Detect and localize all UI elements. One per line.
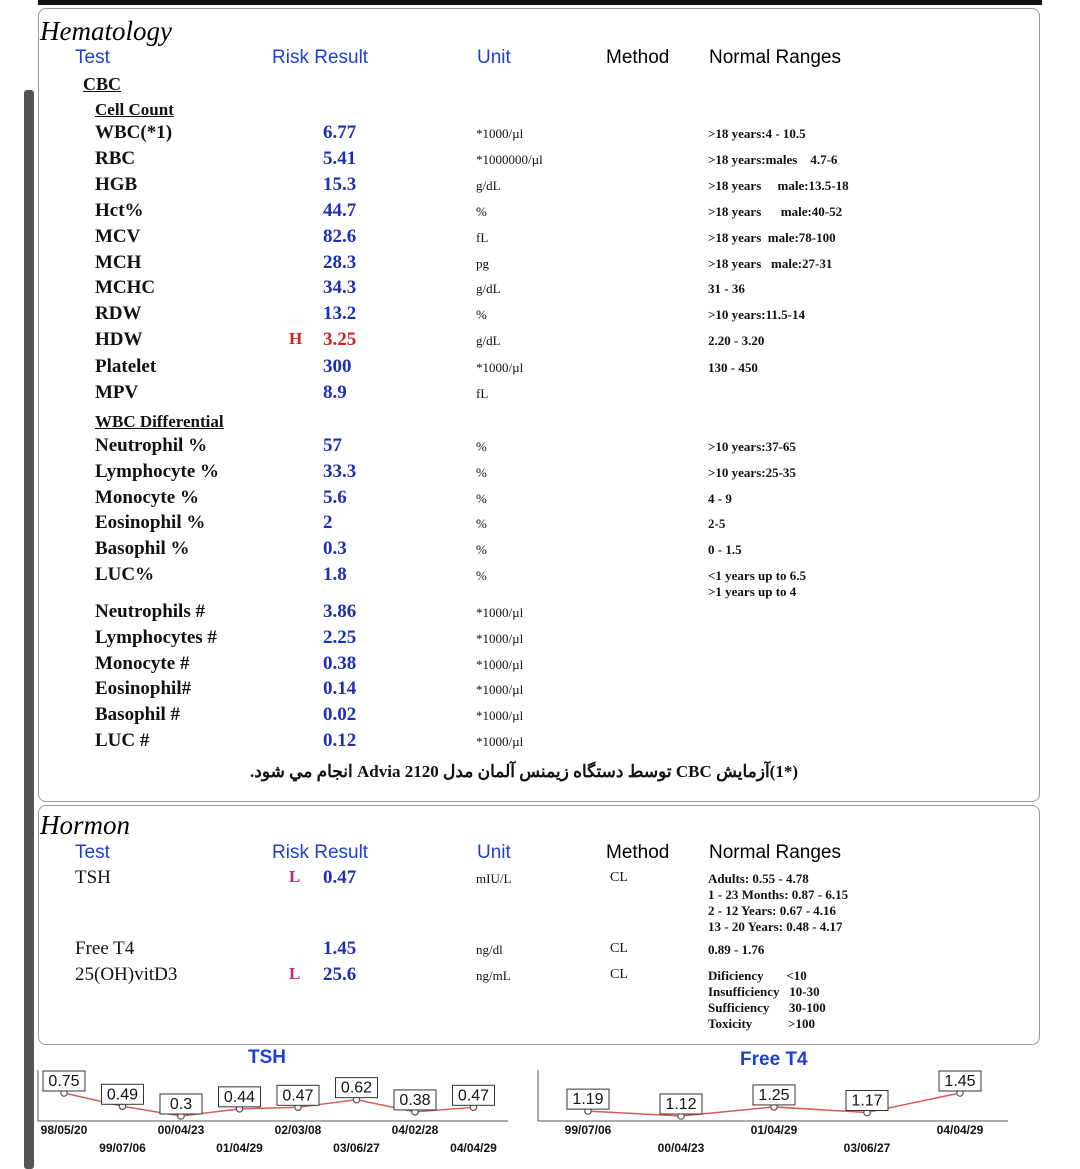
value-label: 1.25 [758, 1086, 790, 1104]
value-label: 0.49 [106, 1086, 139, 1104]
hormon-col-ranges-header: Normal Ranges [709, 842, 841, 863]
col-unit-header: Unit [477, 47, 511, 68]
result-value: 6.77 [323, 122, 357, 143]
test-name: Hct% [95, 200, 144, 221]
value-label: 0.47 [457, 1087, 490, 1105]
test-row [0, 867, 1080, 934]
tick-label: 04/04/29 [936, 1123, 984, 1137]
result-value: 57 [323, 435, 342, 456]
test-row [0, 200, 1080, 226]
test-row [0, 730, 1080, 756]
result-value: 15.3 [323, 174, 357, 195]
normal-range: >18 years male:40-52 [708, 204, 843, 219]
hormon-col-unit-header: Unit [477, 842, 511, 863]
result-value: 1.8 [323, 564, 347, 585]
result-value: 0.14 [323, 678, 357, 700]
test-name: TSH [75, 867, 111, 888]
normal-range: 2-5 [708, 516, 726, 532]
test-name: HDW [95, 329, 143, 350]
test-row [0, 964, 1080, 1031]
normal-range: 4 - 9 [708, 490, 732, 506]
tick-label: 03/06/27 [843, 1141, 891, 1155]
test-name: MCV [95, 226, 141, 247]
test-row [0, 174, 1080, 200]
unit-text: g/dL [476, 178, 501, 193]
risk-flag: L [289, 964, 301, 983]
result-value: 2.25 [323, 626, 357, 648]
tick-label: 04/04/29 [450, 1141, 497, 1155]
test-row [0, 678, 1080, 704]
result-value: 0.3 [323, 538, 347, 560]
test-row [0, 938, 1080, 964]
tick-label: 01/04/29 [216, 1141, 263, 1155]
test-row [0, 303, 1080, 329]
result-value: 33.3 [323, 460, 357, 482]
normal-range: 0 - 1.5 [708, 542, 742, 558]
wbc-differential-label: WBC Differential [95, 412, 224, 431]
normal-range: >18 years male:13.5-18 [708, 178, 849, 193]
test-name: Eosinophil % [95, 512, 206, 534]
unit-text: *1000/µl [476, 360, 524, 375]
method-text: CL [610, 870, 628, 885]
normal-range: >18 years male:27-31 [708, 256, 833, 271]
test-name: Eosinophil# [95, 678, 192, 700]
col-test-header: Test [75, 47, 110, 68]
unit-text: *1000/µl [476, 605, 524, 620]
unit-text: fL [476, 230, 489, 245]
normal-range: >10 years:11.5-14 [708, 307, 805, 322]
value-label: 0.44 [223, 1088, 256, 1106]
cbc-label: CBC [83, 74, 122, 94]
tsh-chart-title: TSH [248, 1047, 286, 1068]
test-name: Neutrophils # [95, 601, 205, 622]
unit-text: % [476, 490, 487, 506]
test-row [0, 627, 1080, 653]
test-row [0, 487, 1080, 513]
unit-text: *1000/µl [476, 126, 524, 141]
result-value: 1.45 [323, 938, 357, 959]
normal-range: 0.89 - 1.76 [708, 942, 765, 957]
test-name: LUC # [95, 730, 150, 751]
result-value: 0.47 [323, 867, 357, 888]
tick-label: 01/04/29 [750, 1123, 798, 1137]
test-name: Free T4 [75, 938, 135, 959]
hematology-title: Hematology [40, 16, 172, 46]
unit-text: % [476, 542, 487, 558]
test-name: Monocyte % [95, 486, 199, 508]
test-row [0, 538, 1080, 564]
value-label: 0.38 [399, 1091, 431, 1109]
normal-range: 2.20 - 3.20 [708, 333, 765, 348]
result-value: 0.38 [323, 652, 357, 674]
normal-range: 130 - 450 [708, 360, 758, 375]
value-label: 0.62 [340, 1079, 373, 1097]
result-value: 8.9 [323, 382, 347, 403]
value-label: 0.47 [282, 1087, 314, 1105]
result-value: 3.86 [323, 601, 357, 622]
tick-label: 98/05/20 [40, 1123, 88, 1137]
hormon-col-test-header: Test [75, 842, 110, 863]
col-risk-header: Risk Result [272, 47, 369, 68]
test-row [0, 329, 1080, 355]
unit-text: *1000000/µl [476, 152, 543, 167]
unit-text: % [476, 568, 487, 583]
top-rule [38, 0, 1042, 5]
tick-label: 02/03/08 [274, 1123, 322, 1137]
test-row [0, 461, 1080, 487]
value-label: 1.19 [572, 1091, 604, 1109]
unit-text: % [476, 439, 487, 454]
test-name: Monocyte # [95, 652, 190, 674]
tick-label: 03/06/27 [333, 1141, 380, 1155]
test-name: Platelet [95, 356, 157, 377]
result-value: 34.3 [323, 277, 357, 298]
test-row [0, 356, 1080, 382]
hormon-col-method-header: Method [606, 842, 670, 863]
test-row [0, 382, 1080, 408]
result-value: 3.25 [323, 329, 357, 350]
unit-text: % [476, 307, 487, 322]
normal-range: Adults: 0.55 - 4.78 1 - 23 Months: 0.87 - 6.15 2 - 12 Years: 0.67 - 4.16 13 - 20 Years: 0.48 - 4.17 [708, 871, 849, 934]
method-text: CL [610, 941, 628, 956]
normal-range: <1 years up to 6.5 >1 years up to 4 [708, 568, 807, 599]
test-row [0, 226, 1080, 252]
result-value: 44.7 [323, 200, 357, 221]
hormon-col-risk-header: Risk Result [272, 842, 369, 863]
test-name: 25(OH)vitD3 [75, 964, 178, 985]
value-label: 0.3 [169, 1096, 193, 1113]
unit-text: g/dL [476, 281, 501, 296]
test-name: MCHC [95, 277, 156, 298]
result-value: 28.3 [323, 252, 357, 273]
unit-text: g/dL [476, 333, 501, 348]
test-name: Lymphocyte % [95, 460, 220, 482]
tick-label: 99/07/06 [99, 1141, 146, 1155]
hormon-panel [38, 805, 1040, 1045]
method-text: CL [610, 967, 628, 982]
test-name: MCH [95, 252, 142, 273]
unit-text: *1000/µl [476, 630, 524, 646]
value-label: 1.17 [851, 1092, 883, 1110]
normal-range: >10 years:25-35 [708, 464, 796, 480]
test-row [0, 704, 1080, 730]
normal-range: >18 years:males 4.7-6 [708, 152, 838, 167]
unit-text: % [476, 464, 487, 480]
tsh-trend-chart [30, 1068, 510, 1163]
cbc-footnote: (*1)آزمايش CBC توسط دستگاه زيمنس آلمان مدل Advia 2120 انجام مي شود. [250, 762, 799, 781]
tick-label: 04/02/28 [391, 1123, 439, 1137]
normal-range: Dificiency <10 Insufficiency 10-30 Sufficiency 30-100 Toxicity >100 [708, 968, 826, 1031]
result-value: 0.12 [323, 730, 357, 751]
test-name: RDW [95, 303, 142, 324]
unit-text: ng/mL [476, 968, 511, 983]
unit-text: ng/dl [476, 942, 503, 957]
unit-text: *1000/µl [476, 708, 524, 724]
unit-text: fL [476, 386, 489, 401]
unit-text: % [476, 204, 487, 219]
test-name: Lymphocytes # [95, 626, 217, 648]
test-name: MPV [95, 382, 139, 403]
result-value: 5.6 [323, 486, 347, 508]
tick-label: 99/07/06 [564, 1123, 612, 1137]
test-row [0, 653, 1080, 679]
value-label: 0.75 [48, 1073, 80, 1090]
result-value: 13.2 [323, 303, 357, 324]
test-row [0, 564, 1080, 599]
normal-range: >10 years:37-65 [708, 439, 796, 454]
ft4-chart-title: Free T4 [740, 1049, 808, 1070]
cell-count-label: Cell Count [95, 100, 174, 119]
unit-text: mIU/L [476, 871, 512, 886]
result-value: 82.6 [323, 226, 357, 247]
value-label: 1.12 [665, 1096, 697, 1113]
unit-text: *1000/µl [476, 656, 524, 672]
result-value: 300 [323, 356, 352, 377]
unit-text: *1000/µl [476, 682, 524, 698]
normal-range: >18 years male:78-100 [708, 230, 836, 245]
test-name: Basophil # [95, 704, 181, 726]
test-row [0, 148, 1080, 174]
normal-range: >18 years:4 - 10.5 [708, 126, 806, 141]
free-t4-trend-chart [530, 1068, 1010, 1163]
test-name: HGB [95, 174, 138, 195]
test-name: WBC(*1) [95, 122, 173, 143]
result-value: 5.41 [323, 148, 357, 169]
result-value: 0.02 [323, 704, 357, 726]
test-name: RBC [95, 148, 136, 169]
test-name: Neutrophil % [95, 435, 208, 456]
normal-range: 31 - 36 [708, 281, 745, 296]
test-row [0, 512, 1080, 538]
result-value: 2 [323, 512, 333, 534]
test-name: LUC% [95, 564, 155, 585]
risk-flag: H [289, 329, 303, 348]
tick-label: 00/04/23 [157, 1123, 205, 1137]
unit-text: pg [476, 256, 489, 271]
test-row [0, 252, 1080, 278]
test-row [0, 277, 1080, 303]
col-method-header: Method [606, 47, 670, 68]
unit-text: % [476, 516, 487, 532]
tick-label: 00/04/23 [657, 1141, 705, 1155]
result-value: 25.6 [323, 964, 357, 985]
test-row [0, 601, 1080, 627]
risk-flag: L [289, 867, 301, 886]
value-label: 1.45 [944, 1073, 976, 1090]
hormon-title: Hormon [40, 810, 131, 840]
test-row [0, 435, 1080, 461]
test-row [0, 122, 1080, 148]
test-name: Basophil % [95, 538, 190, 560]
unit-text: *1000/µl [476, 734, 524, 749]
col-ranges-header: Normal Ranges [709, 47, 841, 68]
